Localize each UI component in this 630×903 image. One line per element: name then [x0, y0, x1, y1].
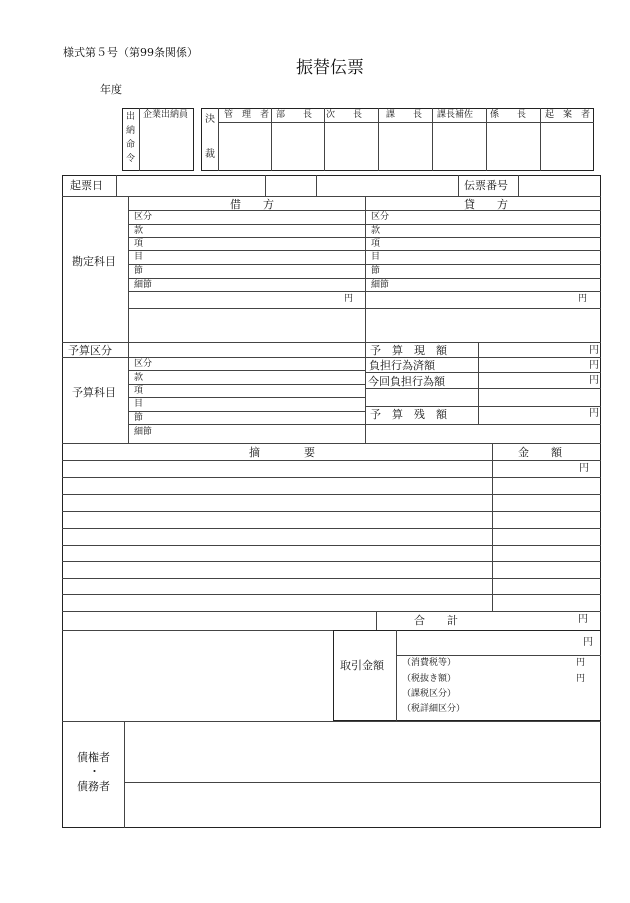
debit-header: 借 方 [230, 198, 274, 211]
debit-row-kou: 項 [134, 239, 144, 249]
budget-row-kan: 款 [134, 373, 144, 383]
credit-row-kan: 款 [371, 226, 381, 236]
summary-header: 摘 要 [249, 446, 315, 459]
tax-label: （消費税等） [402, 658, 457, 668]
budget-balance-yen: 円 [589, 408, 599, 419]
budget-current-yen: 円 [589, 345, 599, 356]
decision-label-1: 決 [205, 114, 215, 125]
page-title: 振替伝票 [296, 58, 364, 78]
budget-balance-label: 予 算 残 額 [370, 408, 447, 421]
cashier-label-3: 命 [126, 140, 136, 150]
decision-label-2: 裁 [205, 149, 215, 160]
creditor-label: 債権者 [77, 751, 110, 764]
transaction-label: 取引金額 [340, 659, 384, 672]
cashier-role: 企業出納員 [143, 110, 189, 120]
debit-row-kan: 款 [134, 226, 144, 236]
account-label: 勘定科目 [72, 255, 116, 268]
transaction-box [333, 630, 601, 721]
budget-row-moku: 目 [134, 399, 144, 409]
total-label: 合 計 [414, 614, 458, 627]
party-separator: ・ [89, 765, 100, 778]
ex-tax-label: （税抜き額） [402, 674, 457, 684]
role-subsection-chief: 係 長 [490, 110, 527, 120]
role-director: 部 長 [276, 110, 313, 120]
role-assistant-chief: 課長補佐 [437, 110, 474, 120]
amount-header: 金 額 [518, 446, 562, 459]
budget-this-commit-yen: 円 [589, 375, 599, 386]
credit-yen: 円 [578, 294, 588, 304]
transaction-yen: 円 [583, 637, 593, 648]
role-section-chief: 課 長 [386, 110, 423, 120]
debit-row-saisetsu: 細節 [134, 280, 153, 290]
budget-current-label: 予 算 現 額 [370, 344, 447, 357]
cashier-label-2: 納 [126, 126, 136, 136]
debit-yen: 円 [344, 294, 354, 304]
role-drafter: 起 案 者 [545, 110, 591, 120]
budget-row-setsu: 節 [134, 413, 144, 423]
debtor-label: 債務者 [77, 780, 110, 793]
budget-row-saisetsu: 細節 [134, 427, 153, 437]
credit-row-setsu: 節 [371, 266, 381, 276]
debit-row-moku: 目 [134, 252, 144, 262]
tax-detail-label: （税詳細区分） [402, 704, 466, 714]
credit-row-category: 区分 [371, 212, 390, 222]
amount-yen: 円 [579, 463, 589, 474]
total-yen: 円 [578, 614, 588, 625]
cashier-label-4: 令 [126, 154, 136, 164]
ex-tax-yen: 円 [576, 674, 586, 684]
tax-yen: 円 [576, 658, 586, 668]
budget-row-category: 区分 [134, 359, 153, 369]
budget-class-label: 予算区分 [68, 344, 112, 357]
budget-committed-yen: 円 [589, 360, 599, 371]
credit-header: 貸 方 [464, 198, 508, 211]
cashier-label-1: 出 [126, 112, 136, 122]
budget-this-commit-label: 今回負担行為額 [368, 375, 445, 388]
form-number: 様式第５号（第99条関係） [63, 46, 198, 59]
budget-item-label: 予算科目 [72, 386, 116, 399]
role-manager: 管 理 者 [224, 110, 270, 120]
date-label: 起票日 [70, 179, 103, 192]
fiscal-year-label: 年度 [100, 83, 122, 96]
voucher-number-label: 伝票番号 [464, 179, 508, 192]
debit-row-setsu: 節 [134, 266, 144, 276]
budget-row-kou: 項 [134, 386, 144, 396]
debit-row-category: 区分 [134, 212, 153, 222]
budget-committed-label: 負担行為済額 [369, 359, 435, 372]
role-deputy: 次 長 [326, 110, 363, 120]
credit-row-saisetsu: 細節 [371, 280, 390, 290]
tax-class-label: （課税区分） [402, 689, 457, 699]
credit-row-moku: 目 [371, 252, 381, 262]
credit-row-kou: 項 [371, 239, 381, 249]
